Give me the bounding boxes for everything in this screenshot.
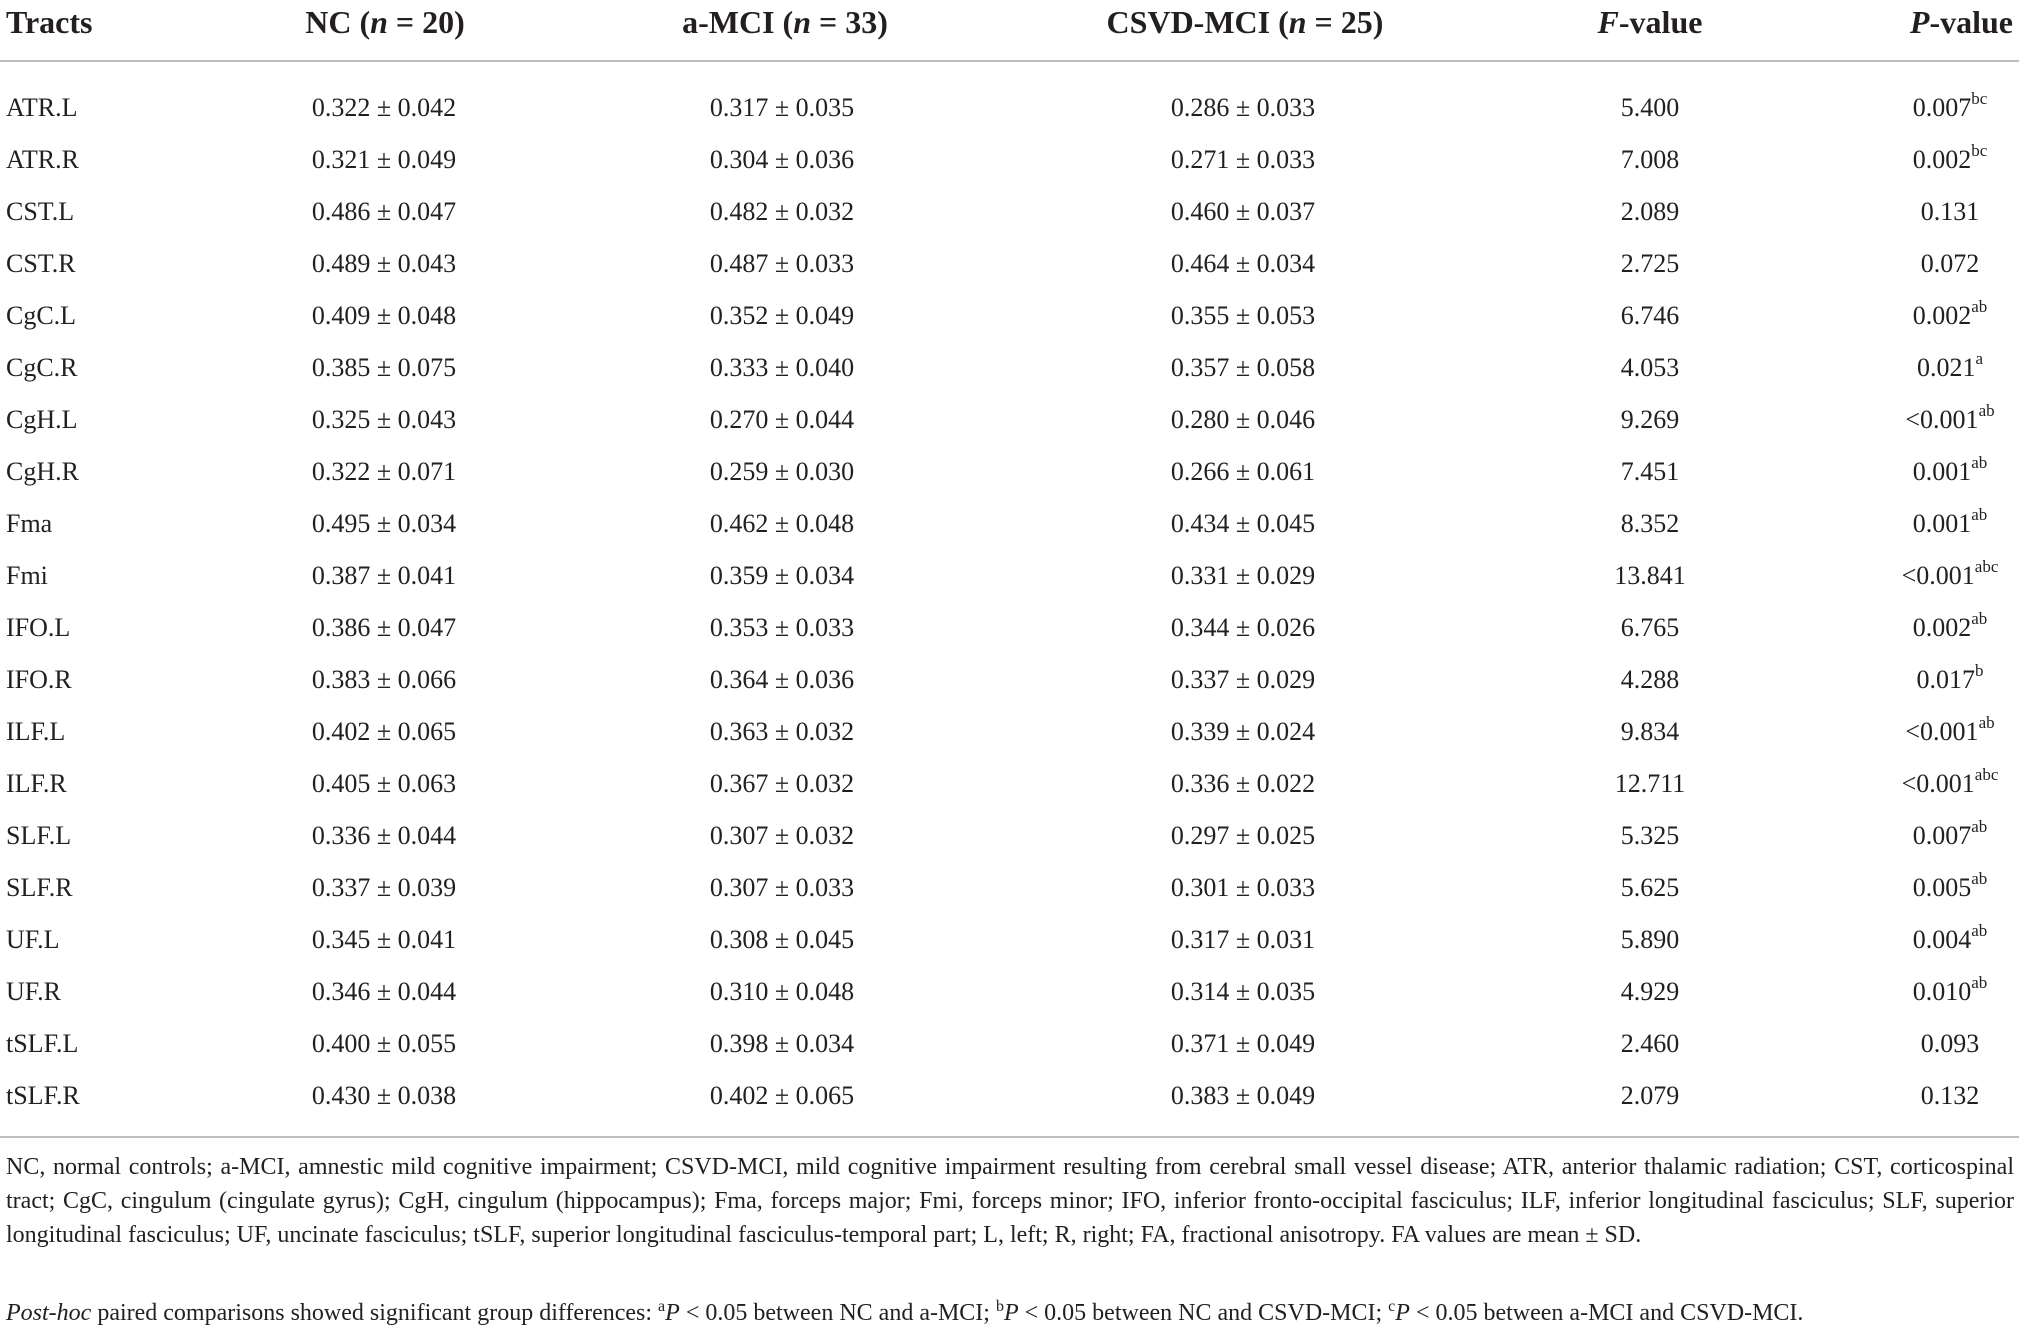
table-row — [0, 550, 2019, 602]
table-row — [0, 186, 2019, 238]
csvd-value-cell: 0.357 ± 0.058 — [1170, 353, 1316, 382]
csvd-value-cell: 0.286 ± 0.033 — [1170, 93, 1316, 122]
amci-value-cell: 0.308 ± 0.045 — [709, 925, 855, 954]
sig-c-text: P < 0.05 between a-MCI and CSVD-MCI. — [1395, 1300, 1804, 1326]
tract-cell: SLF.R — [6, 873, 73, 902]
nc-value-cell: 0.495 ± 0.034 — [311, 509, 457, 538]
significance-superscript: ab — [1971, 453, 1988, 473]
csvd-value-cell: 0.314 ± 0.035 — [1170, 977, 1316, 1006]
table-row — [0, 602, 2019, 654]
nc-value-cell: 0.322 ± 0.071 — [311, 457, 457, 486]
significance-superscript: b — [1975, 661, 1984, 681]
table-row — [0, 238, 2019, 290]
tract-cell: tSLF.L — [6, 1029, 79, 1058]
tract-cell: CgH.R — [6, 457, 79, 486]
p-value-wrap — [1913, 498, 1988, 550]
p-value-cell — [1860, 810, 2019, 862]
table-row — [0, 134, 2019, 186]
csvd-value-cell: 0.344 ± 0.026 — [1170, 613, 1316, 642]
p-value-wrap — [1905, 706, 1994, 758]
significance-superscript: a — [1975, 349, 1984, 369]
table-row — [0, 654, 2019, 706]
p-value-text: 0.021 — [1916, 353, 1976, 382]
f-value-cell: 4.929 — [1620, 977, 1680, 1006]
p-value-text: 0.002 — [1912, 613, 1972, 642]
table-row — [0, 862, 2019, 914]
sig-b-mark: b — [995, 1298, 1004, 1315]
p-value-wrap — [1913, 914, 1988, 966]
posthoc-intro: paired comparisons showed significant group differences: — [91, 1300, 659, 1326]
bottom-rule — [0, 1136, 2019, 1138]
amci-value-cell: 0.398 ± 0.034 — [709, 1029, 855, 1058]
sig-c-mark: c — [1388, 1298, 1396, 1315]
csvd-value-cell: 0.339 ± 0.024 — [1170, 717, 1316, 746]
sig-a-mark: a — [658, 1298, 666, 1315]
header-p-text: P-value — [1909, 4, 2013, 40]
p-value-wrap — [1921, 238, 1980, 290]
table-row — [0, 914, 2019, 966]
significance-superscript: ab — [1971, 297, 1988, 317]
header-p-value — [1910, 0, 2013, 44]
sig-a-text: P < 0.05 between NC and a-MCI; — [665, 1300, 996, 1326]
significance-superscript: ab — [1971, 869, 1988, 889]
amci-value-cell: 0.333 ± 0.040 — [709, 353, 855, 382]
significance-superscript: ab — [1971, 505, 1988, 525]
f-value-cell: 8.352 — [1620, 509, 1680, 538]
tract-cell: Fma — [6, 509, 53, 538]
p-value-cell — [1860, 1070, 2019, 1122]
csvd-value-cell: 0.266 ± 0.061 — [1170, 457, 1316, 486]
significance-superscript: bc — [1971, 89, 1988, 109]
amci-value-cell: 0.307 ± 0.033 — [709, 873, 855, 902]
p-value-wrap — [1905, 394, 1994, 446]
nc-value-cell: 0.336 ± 0.044 — [311, 821, 457, 850]
tract-cell: ILF.L — [6, 717, 66, 746]
amci-value-cell: 0.270 ± 0.044 — [709, 405, 855, 434]
p-value-wrap — [1917, 654, 1984, 706]
p-value-cell — [1860, 914, 2019, 966]
table-row — [0, 706, 2019, 758]
p-value-wrap — [1921, 186, 1980, 238]
f-value-cell: 5.400 — [1620, 93, 1680, 122]
tract-cell: CST.R — [6, 249, 76, 278]
significance-superscript: ab — [1978, 713, 1995, 733]
table-row — [0, 758, 2019, 810]
p-value-wrap — [1913, 966, 1988, 1018]
p-value-text: <0.001 — [1905, 717, 1979, 746]
header-amci-text: a-MCI (n = 33) — [682, 4, 888, 40]
nc-value-cell: 0.325 ± 0.043 — [311, 405, 457, 434]
p-value-text: 0.007 — [1912, 93, 1972, 122]
tract-cell: UF.L — [6, 925, 60, 954]
p-value-text: <0.001 — [1905, 405, 1979, 434]
header-rule — [0, 60, 2019, 62]
p-value-cell — [1860, 862, 2019, 914]
csvd-value-cell: 0.355 ± 0.053 — [1170, 301, 1316, 330]
nc-value-cell: 0.430 ± 0.038 — [311, 1081, 457, 1110]
nc-value-cell: 0.321 ± 0.049 — [311, 145, 457, 174]
p-value-cell — [1860, 238, 2019, 290]
nc-value-cell: 0.322 ± 0.042 — [311, 93, 457, 122]
csvd-value-cell: 0.271 ± 0.033 — [1170, 145, 1316, 174]
table-row — [0, 290, 2019, 342]
tract-cell: ATR.R — [6, 145, 79, 174]
p-value-cell — [1860, 706, 2019, 758]
nc-value-cell: 0.405 ± 0.063 — [311, 769, 457, 798]
amci-value-cell: 0.359 ± 0.034 — [709, 561, 855, 590]
p-value-wrap — [1913, 446, 1988, 498]
f-value-cell: 6.765 — [1620, 613, 1680, 642]
p-value-cell — [1860, 498, 2019, 550]
p-value-text: 0.010 — [1912, 977, 1972, 1006]
p-value-wrap — [1913, 862, 1988, 914]
csvd-value-cell: 0.337 ± 0.029 — [1170, 665, 1316, 694]
tract-cell: CgC.L — [6, 301, 77, 330]
f-value-cell: 12.711 — [1614, 769, 1686, 798]
csvd-value-cell: 0.301 ± 0.033 — [1170, 873, 1316, 902]
nc-value-cell: 0.386 ± 0.047 — [311, 613, 457, 642]
table-row — [0, 498, 2019, 550]
abbreviations-footnote: NC, normal controls; a-MCI, amnestic mild cognitive impairment; CSVD-MCI, mild cognitive impairment resulting from cerebral small vessel disease; ATR, anterior thalamic radiation; CST, corticospinal tract; CgC, cingulum (cingulate gyrus); CgH, cingulum (hippocampus); Fma, forceps major; Fmi, forceps minor; IFO, inferior fronto-occipital fasciculus; ILF, inferior longitudinal fasciculus; SLF, superior longitudinal fasciculus; UF, uncinate fasciculus; tSLF, superior longitudinal fasciculus-temporal part; L, left; R, right; FA, fractional anisotropy. FA values are mean ± SD. — [6, 1154, 2014, 1248]
f-value-cell: 7.451 — [1620, 457, 1680, 486]
csvd-value-cell: 0.371 ± 0.049 — [1170, 1029, 1316, 1058]
amci-value-cell: 0.363 ± 0.032 — [709, 717, 855, 746]
nc-value-cell: 0.383 ± 0.066 — [311, 665, 457, 694]
p-value-text: 0.007 — [1912, 821, 1972, 850]
amci-value-cell: 0.364 ± 0.036 — [709, 665, 855, 694]
csvd-value-cell: 0.383 ± 0.049 — [1170, 1081, 1316, 1110]
amci-value-cell: 0.352 ± 0.049 — [709, 301, 855, 330]
p-value-wrap — [1902, 758, 1999, 810]
p-value-text: <0.001 — [1901, 769, 1975, 798]
p-value-text: 0.132 — [1920, 1081, 1980, 1110]
p-value-cell — [1860, 134, 2019, 186]
significance-superscript: ab — [1971, 921, 1988, 941]
significance-superscript: ab — [1971, 973, 1988, 993]
tract-cell: tSLF.R — [6, 1081, 80, 1110]
p-value-cell — [1860, 290, 2019, 342]
p-value-text: 0.001 — [1912, 457, 1972, 486]
amci-value-cell: 0.310 ± 0.048 — [709, 977, 855, 1006]
amci-value-cell: 0.367 ± 0.032 — [709, 769, 855, 798]
p-value-text: 0.001 — [1912, 509, 1972, 538]
p-value-cell — [1860, 186, 2019, 238]
amci-value-cell: 0.482 ± 0.032 — [709, 197, 855, 226]
p-value-wrap — [1913, 810, 1988, 862]
p-value-wrap — [1913, 290, 1988, 342]
significance-superscript: ab — [1971, 609, 1988, 629]
sig-b-text: P < 0.05 between NC and CSVD-MCI; — [1003, 1300, 1389, 1326]
amci-value-cell: 0.462 ± 0.048 — [709, 509, 855, 538]
p-value-wrap — [1902, 550, 1999, 602]
header-nc — [250, 0, 520, 44]
p-value-cell — [1860, 758, 2019, 810]
table-row — [0, 82, 2019, 134]
amci-value-cell: 0.317 ± 0.035 — [709, 93, 855, 122]
nc-value-cell: 0.385 ± 0.075 — [311, 353, 457, 382]
nc-value-cell: 0.387 ± 0.041 — [311, 561, 457, 590]
nc-value-cell: 0.489 ± 0.043 — [311, 249, 457, 278]
p-value-text: 0.093 — [1920, 1029, 1980, 1058]
p-value-cell — [1860, 602, 2019, 654]
table-row — [0, 394, 2019, 446]
p-value-text: 0.002 — [1912, 301, 1972, 330]
p-value-cell — [1860, 550, 2019, 602]
f-value-cell: 9.269 — [1620, 405, 1680, 434]
tract-cell: ATR.L — [6, 93, 78, 122]
p-value-cell — [1860, 446, 2019, 498]
amci-value-cell: 0.259 ± 0.030 — [709, 457, 855, 486]
p-value-cell — [1860, 82, 2019, 134]
header-tracts: Tracts — [6, 4, 93, 40]
amci-value-cell: 0.487 ± 0.033 — [709, 249, 855, 278]
nc-value-cell: 0.409 ± 0.048 — [311, 301, 457, 330]
nc-value-cell: 0.345 ± 0.041 — [311, 925, 457, 954]
f-value-cell: 4.053 — [1620, 353, 1680, 382]
p-value-cell — [1860, 394, 2019, 446]
nc-value-cell: 0.400 ± 0.055 — [311, 1029, 457, 1058]
tract-cell: CST.L — [6, 197, 75, 226]
tract-cell: SLF.L — [6, 821, 72, 850]
f-value-cell: 9.834 — [1620, 717, 1680, 746]
nc-value-cell: 0.402 ± 0.065 — [311, 717, 457, 746]
csvd-value-cell: 0.464 ± 0.034 — [1170, 249, 1316, 278]
csvd-value-cell: 0.336 ± 0.022 — [1170, 769, 1316, 798]
csvd-value-cell: 0.434 ± 0.045 — [1170, 509, 1316, 538]
header-f-text: F-value — [1597, 4, 1703, 40]
nc-value-cell: 0.486 ± 0.047 — [311, 197, 457, 226]
header-csvd-mci — [1070, 0, 1420, 44]
f-value-cell: 13.841 — [1614, 561, 1686, 590]
table-row — [0, 446, 2019, 498]
tract-cell: CgH.L — [6, 405, 78, 434]
csvd-value-cell: 0.460 ± 0.037 — [1170, 197, 1316, 226]
p-value-cell — [1860, 654, 2019, 706]
f-value-cell: 2.725 — [1620, 249, 1680, 278]
table-row — [0, 342, 2019, 394]
csvd-value-cell: 0.280 ± 0.046 — [1170, 405, 1316, 434]
tract-cell: UF.R — [6, 977, 61, 1006]
nc-value-cell: 0.346 ± 0.044 — [311, 977, 457, 1006]
p-value-wrap — [1913, 134, 1988, 186]
header-csvd-text: CSVD-MCI (n = 25) — [1106, 4, 1384, 40]
tract-cell: IFO.R — [6, 665, 72, 694]
f-value-cell: 7.008 — [1620, 145, 1680, 174]
table-row — [0, 1070, 2019, 1122]
header-amci — [640, 0, 930, 44]
p-value-wrap — [1917, 342, 1983, 394]
significance-superscript: abc — [1974, 557, 1999, 577]
p-value-wrap — [1921, 1018, 1980, 1070]
table-row — [0, 1018, 2019, 1070]
table-row — [0, 966, 2019, 1018]
p-value-wrap — [1913, 82, 1988, 134]
csvd-value-cell: 0.297 ± 0.025 — [1170, 821, 1316, 850]
significance-superscript: ab — [1971, 817, 1988, 837]
p-value-text: 0.072 — [1920, 249, 1980, 278]
p-value-text: 0.002 — [1912, 145, 1972, 174]
f-value-cell: 2.089 — [1620, 197, 1680, 226]
p-value-cell — [1860, 1018, 2019, 1070]
significance-superscript: ab — [1978, 401, 1995, 421]
p-value-wrap — [1913, 602, 1988, 654]
p-value-cell — [1860, 966, 2019, 1018]
significance-superscript: abc — [1974, 765, 1999, 785]
p-value-wrap — [1921, 1070, 1980, 1122]
amci-value-cell: 0.353 ± 0.033 — [709, 613, 855, 642]
amci-value-cell: 0.307 ± 0.032 — [709, 821, 855, 850]
p-value-text: 0.017 — [1916, 665, 1975, 694]
p-value-text: 0.004 — [1912, 925, 1972, 954]
f-value-cell: 2.079 — [1620, 1081, 1680, 1110]
table-header — [0, 0, 2019, 44]
amci-value-cell: 0.304 ± 0.036 — [709, 145, 855, 174]
p-value-text: <0.001 — [1901, 561, 1975, 590]
significance-superscript: bc — [1971, 141, 1988, 161]
csvd-value-cell: 0.331 ± 0.029 — [1170, 561, 1316, 590]
tract-cell: IFO.L — [6, 613, 71, 642]
tract-cell: ILF.R — [6, 769, 67, 798]
posthoc-label: Post-hoc — [6, 1300, 92, 1326]
tract-cell: CgC.R — [6, 353, 78, 382]
f-value-cell: 6.746 — [1620, 301, 1680, 330]
p-value-cell — [1860, 342, 2019, 394]
amci-value-cell: 0.402 ± 0.065 — [709, 1081, 855, 1110]
nc-value-cell: 0.337 ± 0.039 — [311, 873, 457, 902]
header-f-value — [1560, 0, 1740, 44]
p-value-text: 0.131 — [1920, 197, 1980, 226]
f-value-cell: 2.460 — [1620, 1029, 1680, 1058]
f-value-cell: 4.288 — [1620, 665, 1680, 694]
f-value-cell: 5.625 — [1620, 873, 1680, 902]
f-value-cell: 5.325 — [1620, 821, 1680, 850]
table-row — [0, 810, 2019, 862]
p-value-text: 0.005 — [1912, 873, 1972, 902]
posthoc-footnote — [6, 1296, 2014, 1330]
tract-cell: Fmi — [6, 561, 48, 590]
header-nc-text: NC (n = 20) — [305, 4, 465, 40]
csvd-value-cell: 0.317 ± 0.031 — [1170, 925, 1316, 954]
f-value-cell: 5.890 — [1620, 925, 1680, 954]
